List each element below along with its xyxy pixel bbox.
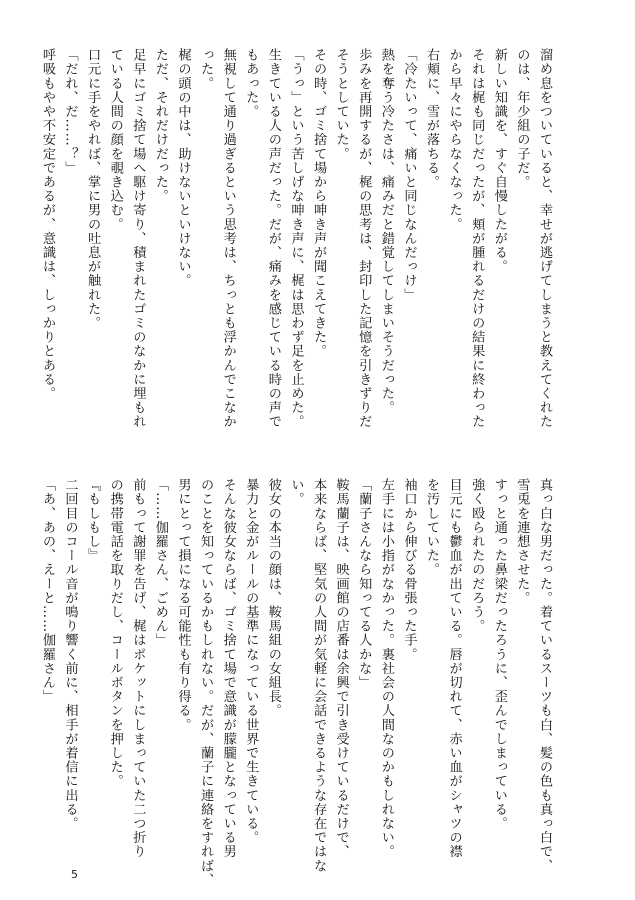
text-line: 真っ白な男だった。着ているスーツも白、髪の色も真っ白で、 (537, 478, 552, 873)
text-line: すっと通った鼻梁だったろうに、歪んでしまっている。 (491, 478, 507, 831)
text-line: 梶の頭の中は、助けないといけない。 (175, 48, 191, 288)
text-line: い。 (288, 478, 304, 507)
text-line: 『もしもし』 (85, 478, 101, 563)
text-line: を汚していた。 (424, 478, 440, 577)
text-line: 溜め息をついていると、幸せが逃げてしまうと教えてくれた (537, 48, 552, 429)
text-block-bottom (35, 478, 555, 887)
text-line: 目元にも鬱血が出ている。唇が切れて、赤い血がシャツの襟 (446, 478, 462, 859)
text-line: 口元に手をやれば、掌に男の吐息が触れた。 (85, 48, 101, 330)
text-line: 右頬に、雪が落ちる。 (424, 48, 440, 189)
text-line: 左手には小指がなかった。裏社会の人間なのかもしれない。 (378, 478, 394, 859)
text-line: 雪兎を連想させた。 (514, 478, 530, 605)
page-number: 5 (71, 868, 78, 881)
text-line: 呼吸もやや不安定であるが、意識は、しっかりとある。 (39, 48, 55, 401)
text-line: ただ、それだけだった。 (152, 48, 168, 204)
text-line: 彼女の本当の顔は、鞍馬組の女組長。 (265, 478, 281, 718)
text-line: そんな彼女ならば、ゴミ捨て場で意識が朦朧となっている男 (220, 478, 236, 859)
text-line: 「蘭子さんなら知ってる人かな」 (356, 478, 372, 690)
text-line: 袖口から伸びる骨張った手。 (401, 478, 417, 662)
text-line: 強く殴られたのだろう。 (469, 478, 485, 634)
text-line: 「冷たいって、痛いと同じなんだっけ」 (401, 48, 417, 302)
text-line: 新しい知識を、すぐ自慢したがる。 (491, 48, 507, 274)
text-line: もあった。 (243, 48, 259, 119)
text-line: のは、年少組の子だ。 (514, 48, 530, 189)
text-line: から早々にやらなくなった。 (446, 48, 462, 232)
text-line: そうとしていた。 (333, 48, 349, 161)
text-line: 前もって謝罪を告げ、梶はポケットにしまっていた二つ折り (130, 478, 146, 859)
text-line: のことを知っているかもしれない。だが、蘭子に連絡をすれば、 (198, 478, 214, 887)
text-block-top (35, 48, 555, 428)
text-line: 熱を奪う冷たさは、痛みだと錯覚してしまいそうだった。 (378, 48, 394, 415)
text-line: った。 (198, 48, 214, 91)
text-line: 鞍馬蘭子は、映画館の店番は余興で引き受けているだけで、 (333, 478, 349, 859)
text-line: その時、ゴミ捨て場から呻き声が聞こえてきた。 (311, 48, 327, 359)
text-line: それは梶も同じだったが、頬が腫れるだけの結果に終わった (469, 48, 485, 429)
text-line: 本来ならば、堅気の人間が気軽に会話できるような存在ではな (311, 478, 327, 873)
text-line: 足早にゴミ捨て場へ駆け寄り、積まれたゴミのなかに埋もれ (130, 48, 146, 429)
text-line: の携帯電話を取りだし、コールボタンを押した。 (107, 478, 123, 789)
text-line: ている人間の顔を覗き込む。 (107, 48, 123, 232)
text-line: 男にとって損になる可能性も有り得る。 (175, 478, 191, 732)
text-line: 「だれ、だ……？」 (62, 48, 78, 175)
text-line: 暴力と金がルールの基準になっている世界で生きている。 (243, 478, 259, 845)
text-line: 歩みを再開するが、梶の思考は、封印した記憶を引きずりだ (356, 48, 372, 429)
text-line: 無視して通り過ぎるという思考は、ちっとも浮かんでこなか (220, 48, 236, 429)
text-line: 二回目のコール音が鳴り響く前に、相手が着信に出る。 (62, 478, 78, 831)
text-line: 「……伽羅さん、ごめん」 (152, 478, 168, 648)
text-line: 「あ、あの、えーと……伽羅さん」 (39, 478, 55, 704)
text-line: 生きている人の声だった。だが、痛みを感じている時の声で (265, 48, 281, 429)
text-line: 「うっ」という苦しげな呻き声に、梶は思わず足を止めた。 (288, 48, 304, 429)
